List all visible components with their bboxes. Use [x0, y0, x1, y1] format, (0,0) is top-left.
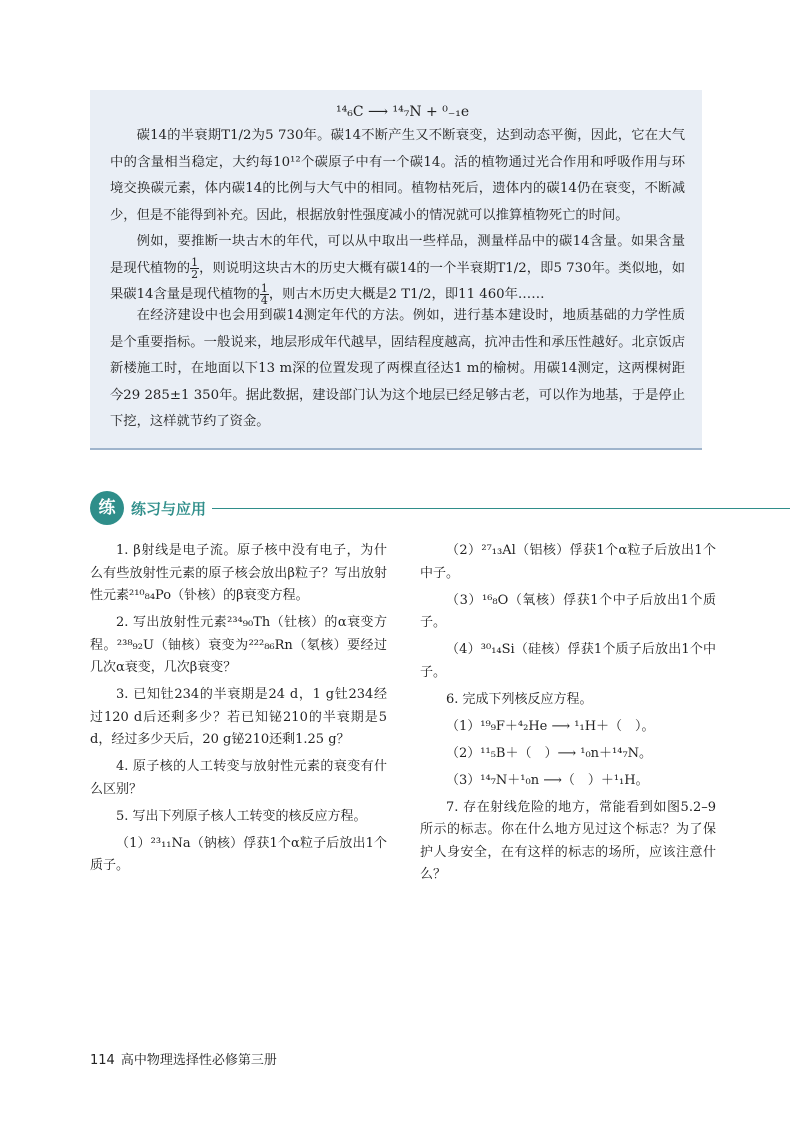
section-divider [212, 508, 790, 509]
questions-right-column [420, 540, 716, 891]
p2-text-a: 例如，要推断一块古木的年代，可以从中取出一些样品，测量样品中的碳14含量。如果含量是现代植物的 [110, 234, 685, 276]
page-number: 114 [90, 1053, 115, 1068]
fraction-one-quarter: $\frac{1}{4}$ [260, 282, 268, 307]
question-6-2: （2）¹¹₅B＋（ ）⟶ ¹₀n＋¹⁴₇N。 [446, 745, 653, 761]
p2-text-c: ，则古木历史大概是2 T1/2，即11 460年…… [268, 287, 545, 302]
exercise-icon: 练 [90, 491, 124, 525]
question-5-2: （2）²⁷₁₃Al（铝核）俘获1个α粒子后放出1个中子。 [420, 543, 716, 581]
fraction-one-half: $\frac{1}{2}$ [191, 255, 199, 281]
reading-paragraph-2 [110, 229, 685, 309]
question-4: 4. 原子核的人工转变与放射性元素的衰变有什么区别？ [90, 759, 387, 797]
question-5: 5. 写出下列原子核人工转变的核反应方程。 [116, 808, 367, 824]
reading-paragraph-3: 在经济建设中也会用到碳14测定年代的方法。例如，进行基本建设时，地质基础的力学性质是个重要指标。一般说来，地层形成年代越早，固结程度越高，抗冲击性和承压性越好。北京饭店新楼施工时，在地面以下13 m深的位置发现了两棵直径达1 m的榆树。用碳14测定，这两棵树距今29 285±1 350年。据此数据，建设部门认为这个地层已经足够古老，可以作为地基，于是停止下挖，这样就节约了资金。 [110, 308, 685, 429]
question-6-3: （3）¹⁴₇N＋¹₀n ⟶（ ）＋¹₁H。 [446, 772, 649, 788]
question-6: 6. 完成下列核反应方程。 [446, 691, 593, 707]
question-7: 7. 存在射线危险的地方，常能看到如图5.2–9所示的标志。你在什么地方见过这个标志？为了保护人身安全，在有这样的标志的场所，应该注意什么？ [420, 799, 716, 882]
book-title: 高中物理选择性必修第三册 [120, 1053, 277, 1068]
question-5-1: （1）²³₁₁Na（钠核）俘获1个α粒子后放出1个质子。 [90, 835, 387, 873]
question-1: 1. β射线是电子流。原子核中没有电子，为什么有些放射性元素的原子核会放出β粒子？写出放射性元素²¹⁰₈₄Po（钋核）的β衰变方程。 [90, 543, 387, 603]
section-title: 练习与应用 [131, 500, 207, 518]
page-footer [90, 1049, 277, 1068]
question-5-4: （4）³⁰₁₄Si（硅核）俘获1个质子后放出1个中子。 [420, 642, 716, 680]
question-6-1: （1）¹⁹₉F＋⁴₂He ⟶ ¹₁H＋（ ）。 [446, 718, 655, 734]
question-2: 2. 写出放射性元素²³⁴₉₀Th（钍核）的α衰变方程。²³⁸₉₂U（铀核）衰变为²²²₈₆Rn（氡核）要经过几次α衰变，几次β衰变？ [90, 615, 387, 675]
reading-paragraph-1: 碳14的半衰期T1/2为5 730年。碳14不断产生又不断衰变，达到动态平衡，因此，它在大气中的含量相当稳定，大约每10¹²个碳原子中有一个碳14。活的植物通过光合作用和呼吸作用与环境交换碳元素，体内碳14的比例与大气中的相同。植物枯死后，遗体内的碳14仍在衰变，不断减少，但是不能得到补充。因此，根据放射性强度减小的情况就可以推算植物死亡的时间。 [110, 128, 685, 223]
p2-text-b: ，则说明这块古木的历史大概有碳14的一个半衰期T1/2，即5 730年。类似地，如果碳14含量是现代植物的 [110, 260, 685, 302]
carbon-decay-equation: ¹⁴₆C ⟶ ¹⁴₇N + ⁰₋₁e [336, 104, 470, 120]
question-5-3: （3）¹⁶₈O（氧核）俘获1个中子后放出1个质子。 [420, 592, 716, 630]
question-3: 3. 已知钍234的半衰期是24 d，1 g钍234经过120 d后还剩多少？若已知铋210的半衰期是5 d，经过多少天后，20 g铋210还剩1.25 g？ [90, 687, 387, 747]
questions-left-column [90, 540, 387, 882]
